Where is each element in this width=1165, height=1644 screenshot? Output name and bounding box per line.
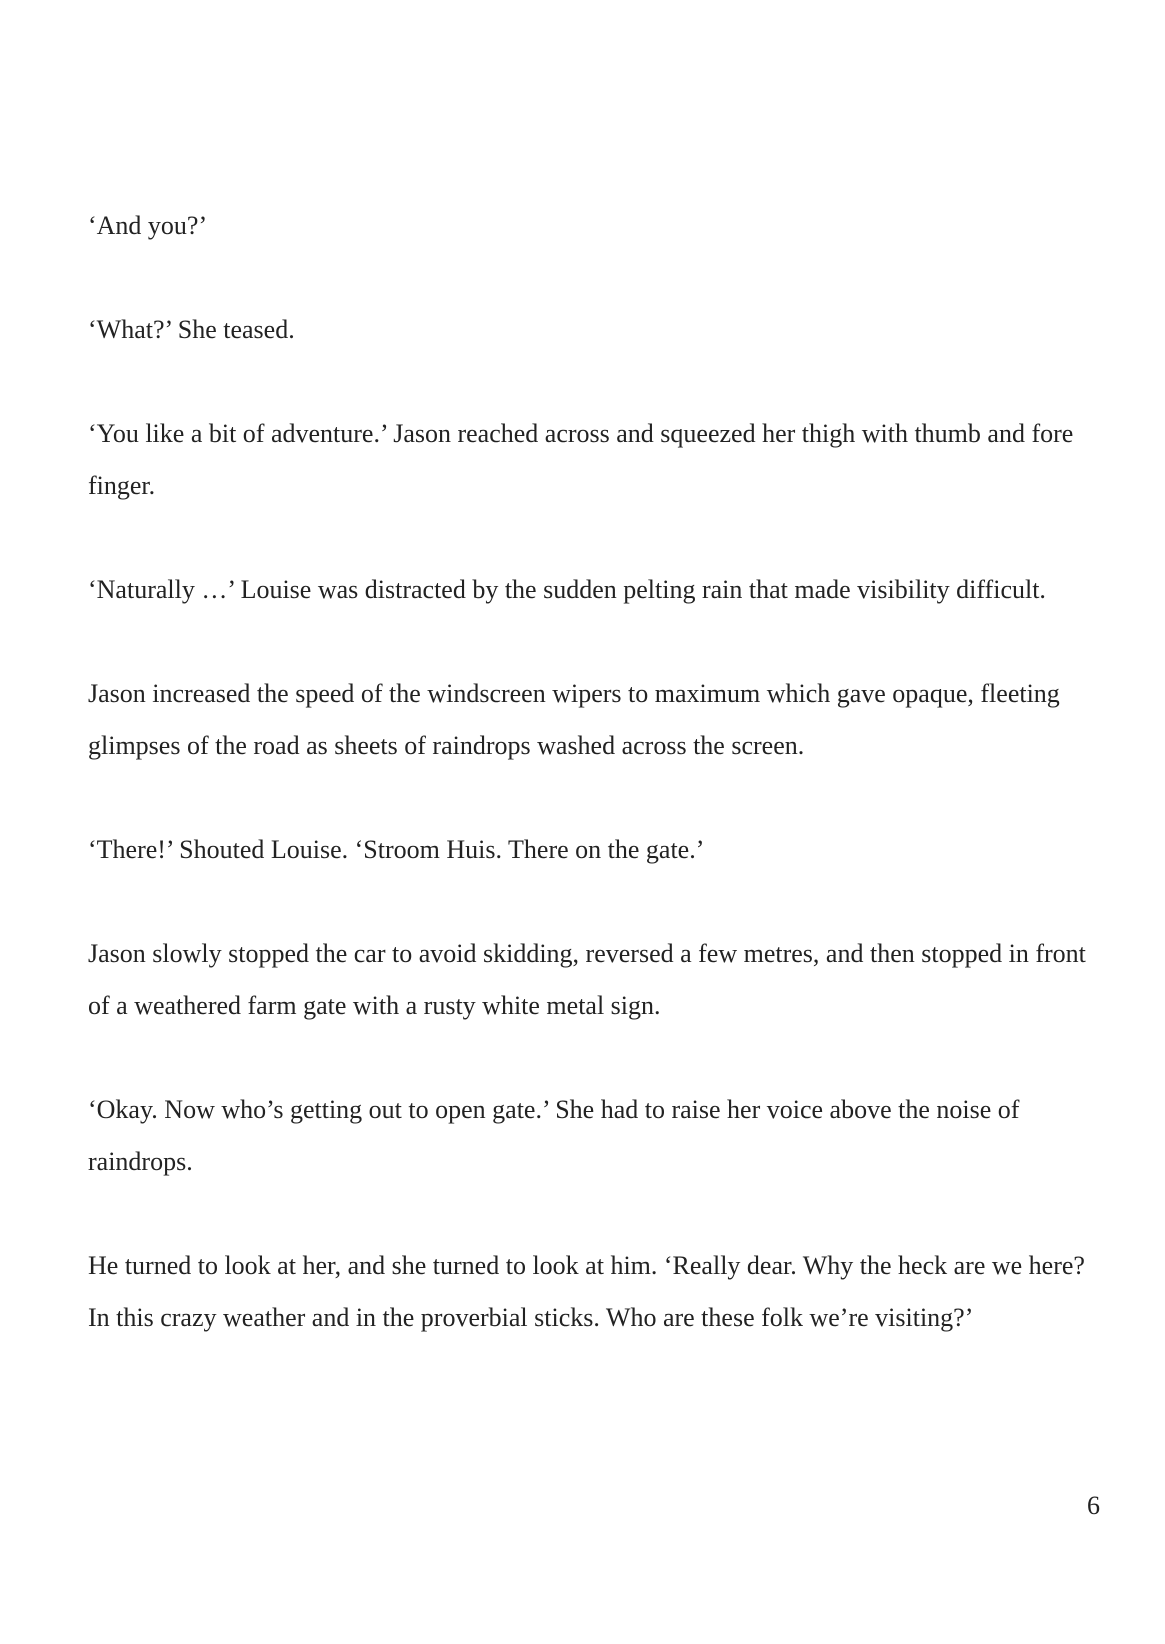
paragraph-2: ‘What?’ She teased. <box>88 315 295 344</box>
page-number: 6 <box>1087 1491 1100 1520</box>
body-text <box>88 200 1088 1396</box>
paragraph-7: Jason slowly stopped the car to avoid skidding, reversed a few metres, and then stopped in front of a weathered farm gate with a rusty white metal sign. <box>88 939 1086 1020</box>
paragraph-6: ‘There!’ Shouted Louise. ‘Stroom Huis. There on the gate.’ <box>88 835 705 864</box>
paragraph-9: He turned to look at her, and she turned to look at him. ‘Really dear. Why the heck are we here? In this crazy weather and in the proverbial sticks. Who are these folk we’re visiting?’ <box>88 1251 1085 1332</box>
paragraph-4: ‘Naturally …’ Louise was distracted by the sudden pelting rain that made visibility difficult. <box>88 575 1046 604</box>
paragraph-5: Jason increased the speed of the windscreen wipers to maximum which gave opaque, fleeting glimpses of the road as sheets of raindrops washed across the screen. <box>88 679 1060 760</box>
paragraph-8: ‘Okay. Now who’s getting out to open gate.’ She had to raise her voice above the noise of raindrops. <box>88 1095 1020 1176</box>
paragraph-1: ‘And you?’ <box>88 211 208 240</box>
paragraph-3: ‘You like a bit of adventure.’ Jason reached across and squeezed her thigh with thumb and fore finger. <box>88 419 1074 500</box>
